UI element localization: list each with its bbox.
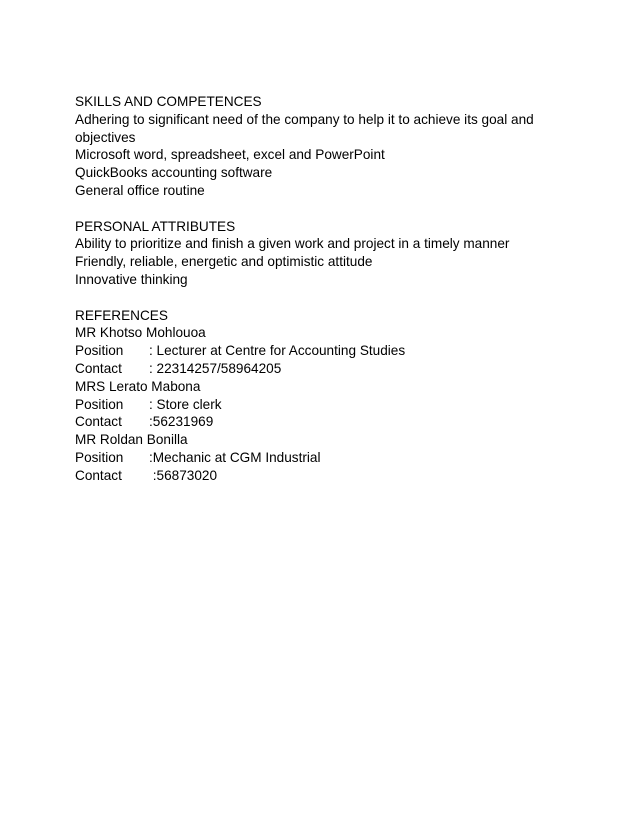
document-page	[75, 93, 575, 502]
attributes-heading: PERSONAL ATTRIBUTES	[75, 218, 236, 234]
reference-contact-row	[75, 360, 575, 378]
contact-value: : 22314257/58964205	[149, 360, 282, 376]
contact-value: :56873020	[149, 467, 218, 483]
reference-position-row	[75, 449, 575, 467]
position-label: Position	[75, 343, 124, 359]
attributes-item: Friendly, reliable, energetic and optimistic attitude	[75, 254, 373, 270]
attributes-item: Innovative thinking	[75, 271, 188, 287]
contact-label: Contact	[75, 467, 122, 483]
position-value: :Mechanic at CGM Industrial	[149, 449, 321, 465]
references-section	[75, 307, 575, 485]
skills-item: QuickBooks accounting software	[75, 165, 273, 181]
contact-label: Contact	[75, 414, 122, 430]
reference-name: MR Roldan Bonilla	[75, 432, 188, 448]
skills-item: Microsoft word, spreadsheet, excel and PowerPoint	[75, 147, 385, 163]
attributes-section	[75, 218, 575, 289]
contact-label: Contact	[75, 360, 122, 376]
reference-name: MRS Lerato Mabona	[75, 378, 201, 394]
contact-value: :56231969	[149, 414, 214, 430]
skills-item: General office routine	[75, 182, 205, 198]
reference-position-row	[75, 396, 575, 414]
skills-section	[75, 93, 575, 200]
reference-position-row	[75, 342, 575, 360]
position-label: Position	[75, 449, 124, 465]
reference-contact-row	[75, 413, 575, 431]
position-value: : Lecturer at Centre for Accounting Studies	[149, 343, 406, 359]
skills-heading: SKILLS AND COMPETENCES	[75, 94, 262, 109]
skills-item: Adhering to significant need of the company to help it to achieve its goal and objectives	[75, 111, 534, 145]
attributes-item: Ability to prioritize and finish a given work and project in a timely manner	[75, 236, 510, 252]
position-value: : Store clerk	[149, 396, 222, 412]
references-heading: REFERENCES	[75, 307, 168, 323]
reference-contact-row	[75, 467, 575, 485]
reference-name: MR Khotso Mohlouoa	[75, 325, 206, 341]
position-label: Position	[75, 396, 124, 412]
